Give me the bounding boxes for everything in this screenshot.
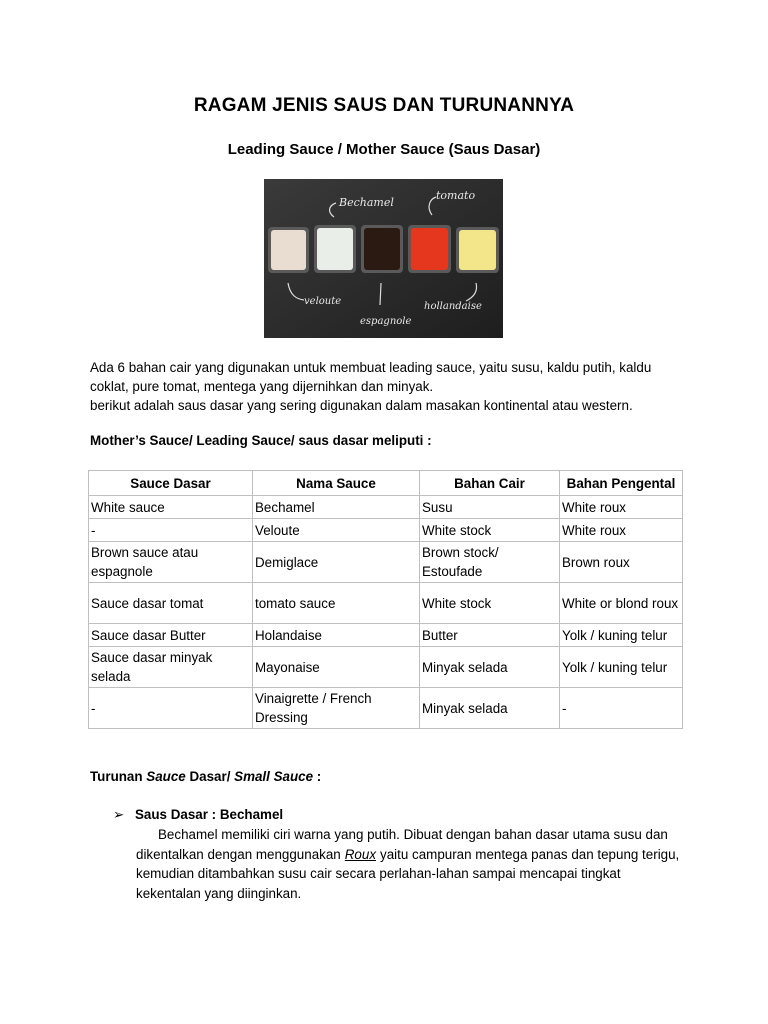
table-cell: Vinaigrette / French Dressing	[253, 688, 420, 729]
table-cell: -	[560, 688, 683, 729]
table-cell: Sauce dasar tomat	[89, 583, 253, 624]
table-cell: Demiglace	[253, 542, 420, 583]
table-header-cell: Bahan Cair	[420, 471, 560, 496]
bechamel-text-before: Bechamel memiliki ciri warna yang putih. Dibuat dengan bahan dasar utama susu dan dikentalkan dengan menggunakan	[136, 827, 668, 862]
table-header-cell: Sauce Dasar	[89, 471, 253, 496]
label-bechamel: Bechamel	[339, 196, 394, 209]
table-row	[89, 583, 683, 624]
intro-line-3: berikut adalah saus dasar yang sering digunakan dalam masakan kontinental atau western.	[90, 398, 633, 413]
table-cell: White roux	[560, 496, 683, 519]
table-row	[89, 519, 683, 542]
page-title: RAGAM JENIS SAUS DAN TURUNANNYA	[193, 95, 575, 116]
intro-line-1: Ada 6 bahan cair yang digunakan untuk membuat leading sauce, yaitu susu, kaldu putih, kaldu	[90, 360, 652, 375]
label-veloute: veloute	[304, 296, 342, 307]
label-tomato: tomato	[436, 189, 476, 202]
table-cell: Mayonaise	[253, 647, 420, 688]
sauces-photo	[264, 179, 503, 338]
table-row	[89, 647, 683, 688]
section-heading-mother-sauce: Mother’s Sauce/ Leading Sauce/ saus dasar meliputi :	[90, 433, 432, 448]
label-hollandaise: hollandaise	[424, 301, 482, 312]
intro-line-2: coklat, pure tomat, mentega yang dijernihkan dan minyak.	[90, 379, 434, 394]
table-cell: Susu	[420, 496, 560, 519]
table-cell: Brown stock/ Estoufade	[420, 542, 560, 583]
table-cell: Yolk / kuning telur	[560, 647, 683, 688]
heading2-text: :	[313, 769, 322, 784]
table-cell: -	[89, 688, 253, 729]
table-cell: Butter	[420, 624, 560, 647]
heading2-italic-small-sauce: Small Sauce	[234, 769, 314, 784]
label-espagnole: espagnole	[360, 316, 412, 327]
page-subtitle: Leading Sauce / Mother Sauce (Saus Dasar)	[227, 141, 541, 158]
arrow-bullet-icon: ➢	[113, 807, 125, 822]
table-row	[89, 688, 683, 729]
table-cell: Holandaise	[253, 624, 420, 647]
bechamel-description	[136, 825, 686, 903]
table-cell: Brown roux	[560, 542, 683, 583]
table-cell: White stock	[420, 519, 560, 542]
section-heading-small-sauce	[90, 769, 321, 784]
table-cell: Sauce dasar Butter	[89, 624, 253, 647]
table-header-row	[89, 471, 683, 496]
table-cell: Veloute	[253, 519, 420, 542]
bechamel-text-after: yaitu campuran mentega panas dan tepung terigu, kemudian ditambahkan susu cair secara perlahan-lahan sampai mencapai tingkat kekentalan yang diinginkan.	[136, 846, 680, 901]
sauce-table	[88, 470, 683, 729]
table-cell: Sauce dasar minyak selada	[89, 647, 253, 688]
table-header-cell: Bahan Pengental	[560, 471, 683, 496]
roux-term: Roux	[344, 846, 377, 862]
table-cell: White sauce	[89, 496, 253, 519]
table-cell: Minyak selada	[420, 647, 560, 688]
table-cell: tomato sauce	[253, 583, 420, 624]
sauces-illustration	[264, 179, 503, 338]
table-cell: -	[89, 519, 253, 542]
heading2-text: Turunan	[90, 769, 147, 784]
table-row	[89, 496, 683, 519]
table-row	[89, 542, 683, 583]
table-cell: White roux	[560, 519, 683, 542]
table-header-cell: Nama Sauce	[253, 471, 420, 496]
heading2-italic-sauce: Sauce	[146, 769, 186, 784]
bullet-label: Saus Dasar : Bechamel	[135, 807, 284, 822]
table-row	[89, 624, 683, 647]
bullet-item-bechamel	[113, 807, 283, 823]
table-cell: Yolk / kuning telur	[560, 624, 683, 647]
intro-paragraph	[90, 358, 690, 415]
table-cell: Brown sauce atau espagnole	[89, 542, 253, 583]
table-cell: White or blond roux	[560, 583, 683, 624]
heading2-text: Dasar/	[185, 769, 235, 784]
table-cell: Minyak selada	[420, 688, 560, 729]
table-cell: White stock	[420, 583, 560, 624]
table-cell: Bechamel	[253, 496, 420, 519]
